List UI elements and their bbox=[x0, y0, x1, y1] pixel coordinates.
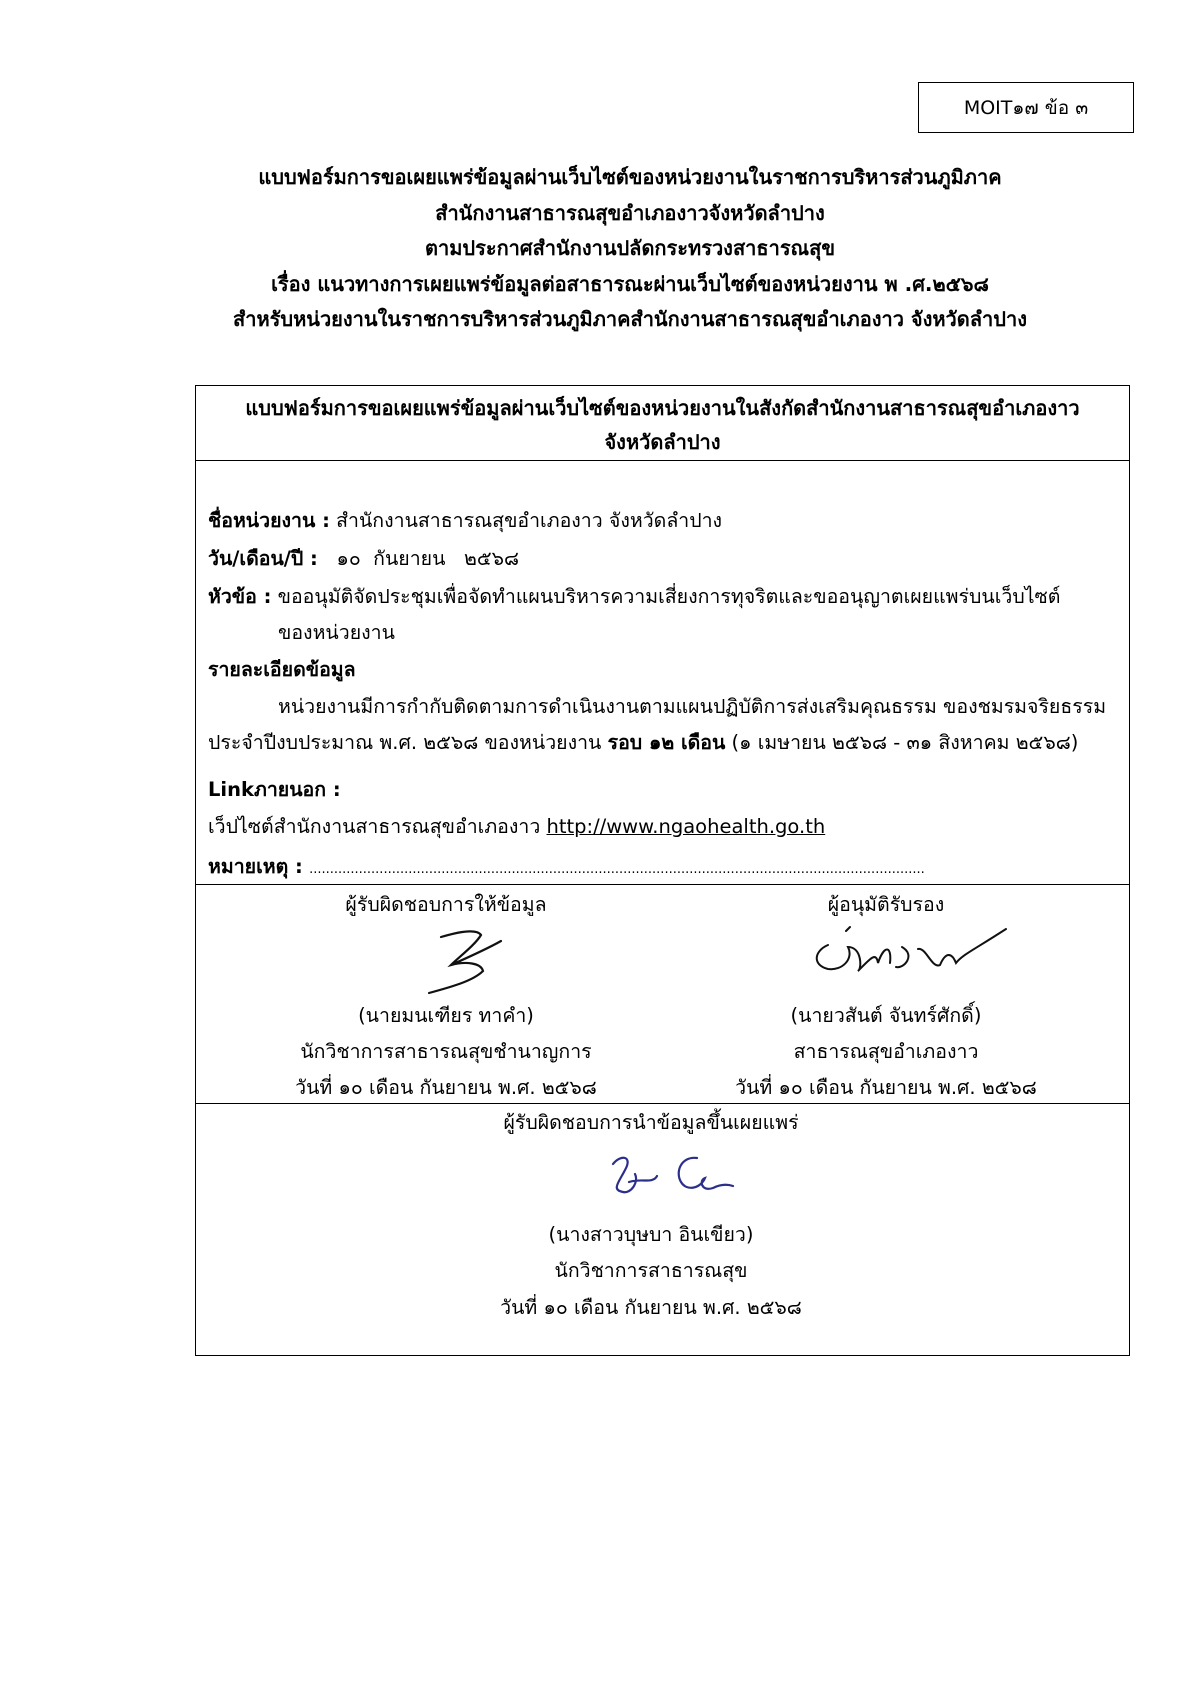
right-signer-position: สาธารณสุขอำเภองาว bbox=[793, 1040, 979, 1063]
agency-value: สำนักงานสาธารณสุขอำเภองาว จังหวัดลำปาง bbox=[329, 509, 723, 532]
left-signer-date: วันที่ ๑๐ เดือน กันยายน พ.ศ. ๒๕๖๘ bbox=[295, 1076, 597, 1099]
external-link-line bbox=[208, 811, 825, 842]
publisher-row bbox=[196, 1104, 1129, 1354]
publisher-name: (นางสาวบุษบา อินเขียว) bbox=[548, 1223, 754, 1246]
header-line-4: เรื่อง แนวทางการเผยแพร่ข้อมูลต่อสาธารณะผ่านเว็บไซต์ของหน่วยงาน พ .ศ.๒๕๖๘ bbox=[271, 271, 989, 296]
signature-row bbox=[196, 885, 1129, 1104]
agency-line bbox=[208, 505, 722, 536]
header-line-3: ตามประกาศสำนักงานปลัดกระทรวงสาธารณสุข bbox=[424, 236, 835, 260]
topic-value: ขออนุมัติจัดประชุมเพื่อจัดทำแผนบริหารความเสี่ยงการทุจริตและขออนุญาตเผยแพร่บนเว็บไซต์ bbox=[271, 585, 1061, 608]
right-signer-name: (นายวสันต์ จันทร์ศักดิ์) bbox=[790, 1004, 982, 1027]
topic-label: หัวข้อ : bbox=[208, 585, 272, 608]
header-line-2: สำนักงานสาธารณสุขอำเภองาวจังหวัดลำปาง bbox=[435, 200, 825, 225]
right-signer-role: ผู้อนุมัติรับรอง bbox=[827, 893, 945, 916]
external-link-prefix: เว็ปไซต์สำนักงานสาธารณสุขอำเภองาว bbox=[208, 815, 547, 838]
publisher-date: วันที่ ๑๐ เดือน กันยายน พ.ศ. ๒๕๖๘ bbox=[500, 1296, 802, 1319]
right-signer-date: วันที่ ๑๐ เดือน กันยายน พ.ศ. ๒๕๖๘ bbox=[735, 1076, 1037, 1099]
topic-line bbox=[208, 581, 1060, 612]
agency-label: ชื่อหน่วยงาน : bbox=[208, 509, 330, 532]
publisher-signature-image bbox=[601, 1148, 751, 1210]
date-value: ๑๐ กันยายน ๒๕๖๘ bbox=[317, 547, 520, 570]
details-round: รอบ ๑๒ เดือน bbox=[607, 731, 726, 754]
header-line-5: สำหรับหน่วยงานในราชการบริหารส่วนภูมิภาคสำนักงานสาธารณสุขอำเภองาว จังหวัดลำปาง bbox=[233, 307, 1027, 331]
right-signature-image bbox=[806, 925, 1011, 985]
publisher-position: นักวิชาการสาธารณสุข bbox=[554, 1259, 748, 1282]
details-heading bbox=[208, 654, 356, 685]
header-line-1: แบบฟอร์มการขอเผยแพร่ข้อมูลผ่านเว็บไซต์ของหน่วยงานในราชการบริหารส่วนภูมิภาค bbox=[258, 165, 1002, 189]
document-header bbox=[100, 160, 1160, 338]
details-paragraph-line-2 bbox=[208, 727, 1078, 758]
topic-line-continued: ของหน่วยงาน bbox=[278, 621, 395, 644]
publisher-role: ผู้รับผิดชอบการนำข้อมูลขึ้นเผยแพร่ bbox=[503, 1111, 799, 1134]
details-text-a: ประจำปีงบประมาณ พ.ศ. ๒๕๖๘ ของหน่วยงาน bbox=[208, 731, 608, 754]
external-link-label: Linkภายนอก : bbox=[208, 778, 341, 801]
details-text-c: (๑ เมษายน ๒๕๖๘ - ๓๑ สิงหาคม ๒๕๖๘) bbox=[725, 731, 1079, 754]
form-title-line-2: จังหวัดลำปาง bbox=[604, 430, 721, 454]
left-signer-name: (นายมนเฑียร ทาคำ) bbox=[358, 1004, 534, 1027]
note-dots: ..................................................................................................................................................... bbox=[309, 862, 925, 877]
note-label: หมายเหตุ : bbox=[208, 855, 303, 878]
document-code: MOIT๑๗ ข้อ ๓ bbox=[963, 96, 1089, 119]
left-signature-image bbox=[411, 923, 521, 995]
external-link-url[interactable]: http://www.ngaohealth.go.th bbox=[546, 815, 826, 838]
form-title-line-1: แบบฟอร์มการขอเผยแพร่ข้อมูลผ่านเว็บไซต์ของหน่วยงานในสังกัดสำนักงานสาธารณสุขอำเภองาว bbox=[245, 396, 1080, 420]
details-label: รายละเอียดข้อมูล bbox=[208, 658, 356, 681]
note-line bbox=[208, 851, 925, 882]
external-link-heading bbox=[208, 774, 341, 805]
publication-form-table bbox=[195, 385, 1130, 1356]
form-title-row bbox=[196, 386, 1129, 461]
details-paragraph-line-1: หน่วยงานมีการกำกับติดตามการดำเนินงานตามแผนปฏิบัติการส่งเสริมคุณธรรม ของชมรมจริยธรรม bbox=[278, 695, 1107, 718]
left-signer-role: ผู้รับผิดชอบการให้ข้อมูล bbox=[345, 893, 547, 916]
left-signer-position: นักวิชาการสาธารณสุขชำนาญการ bbox=[300, 1040, 592, 1063]
form-details-row bbox=[196, 461, 1129, 885]
document-code-box bbox=[918, 82, 1134, 133]
date-label: วัน/เดือน/ปี : bbox=[208, 547, 318, 570]
date-line bbox=[208, 543, 519, 574]
